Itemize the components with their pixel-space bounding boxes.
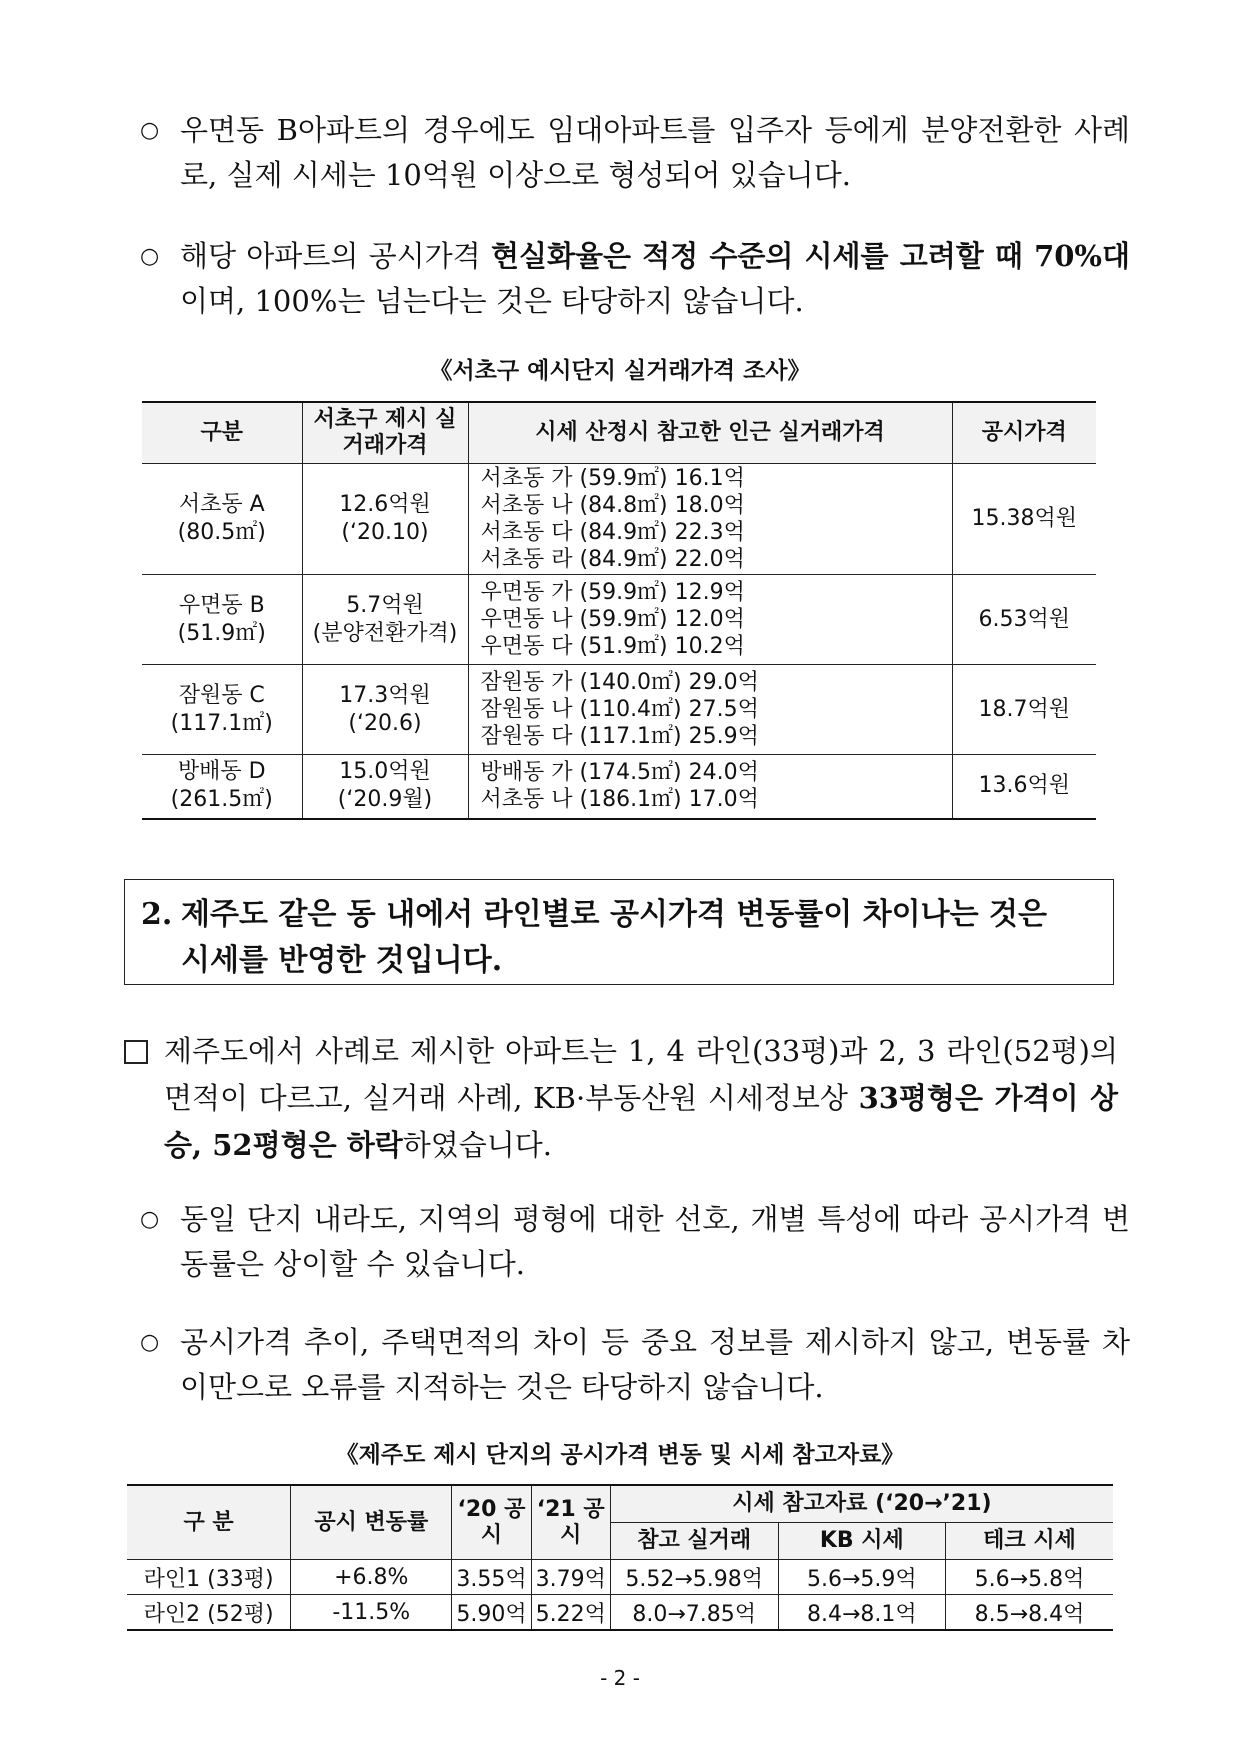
text-run: 동일 단지 내라도, 지역의 평형에 대한 선호, 개별 특성에 따라 공시가격 변동률은 상이할 수 있습니다. — [180, 1202, 1130, 1281]
table2-header-cell: 공시 변동률 — [291, 1485, 452, 1560]
price-note: (‘20.6) — [348, 710, 422, 736]
table-row — [127, 1560, 1113, 1595]
official-price-cell: 6.53억원 — [952, 575, 1096, 665]
reference-line: 잠원동 나 (110.4㎡) 27.5억 — [480, 697, 759, 722]
price-value: 5.7억원 — [346, 592, 424, 618]
complex-name: 우면동 B — [178, 592, 265, 618]
line-label-cell: 라인2 (52평) — [127, 1595, 291, 1631]
official-price-cell: 18.7억원 — [952, 665, 1096, 755]
price-value: 12.6억원 — [339, 492, 431, 517]
table1-header-cell: 구분 — [142, 402, 302, 464]
bullet-bottom-2 — [140, 1320, 1130, 1410]
table1-header-row — [142, 402, 1096, 464]
official-price-cell: 13.6억원 — [952, 755, 1096, 819]
bold-text-run: 33평형은 가격이 상승, 52평형은 하락 — [164, 1081, 1118, 1162]
actual-trade-cell: 5.52→5.98억 — [610, 1560, 778, 1595]
actual-trade-cell: 8.0→7.85억 — [610, 1595, 778, 1631]
price-cell — [302, 464, 468, 575]
circle-bullet-icon: ○ — [140, 118, 160, 143]
table1-header-cell: 서초구 제시 실거래가격 — [302, 402, 468, 464]
reference-line: 우면동 나 (59.9㎡) 12.0억 — [480, 607, 745, 632]
table2-subheader-cell: 테크 시세 — [946, 1523, 1113, 1560]
reference-cell — [468, 575, 952, 665]
table2-subheader-cell: 참고 실거래 — [610, 1523, 778, 1560]
table2-subheader-cell: KB 시세 — [778, 1523, 945, 1560]
complex-cell — [142, 665, 302, 755]
bullet-text — [180, 1197, 1130, 1287]
table1-caption: 《서초구 예시단지 실거래가격 조사》 — [429, 358, 811, 384]
official-price-cell: 15.38억원 — [952, 464, 1096, 575]
circle-bullet-icon: ○ — [140, 1330, 160, 1355]
complex-cell — [142, 575, 302, 665]
price-note: (‘20.10) — [341, 520, 429, 545]
table-row — [142, 575, 1096, 665]
table2-header-cell: 시세 참고자료 (‘20→’21) — [610, 1485, 1113, 1523]
complex-name: 방배동 D — [177, 759, 266, 785]
reference-line: 서초동 다 (84.9㎡) 22.3억 — [480, 520, 745, 545]
bullet-text — [180, 234, 1130, 324]
table-row — [142, 665, 1096, 755]
text-run: 해당 아파트의 공시가격 — [180, 239, 491, 273]
bullet-bottom-1 — [140, 1197, 1130, 1287]
circle-bullet-icon: ○ — [140, 244, 160, 269]
reference-line: 우면동 가 (59.9㎡) 12.9억 — [480, 580, 745, 605]
price-cell — [302, 665, 468, 755]
section2-heading-box — [124, 879, 1114, 985]
table-row — [142, 464, 1096, 575]
table2 — [127, 1484, 1113, 1631]
table2-header-cell: ‘21 공시 — [531, 1485, 610, 1560]
reference-line: 서초동 나 (84.8㎡) 18.0억 — [480, 493, 745, 518]
table-row — [127, 1595, 1113, 1631]
kb-price-cell: 5.6→5.9억 — [778, 1560, 945, 1595]
complex-cell — [142, 464, 302, 575]
price-2020-cell: 5.90억 — [452, 1595, 531, 1631]
price-note: (분양전환가격) — [312, 620, 458, 646]
tech-price-cell: 8.5→8.4억 — [946, 1595, 1113, 1631]
price-2021-cell: 3.79억 — [531, 1560, 610, 1595]
circle-bullet-icon: ○ — [140, 1207, 160, 1232]
table2-header-row — [127, 1485, 1113, 1523]
text-run: 하였습니다. — [402, 1128, 553, 1162]
page-number: - 2 - — [600, 1666, 640, 1690]
table1-header-cell: 공시가격 — [952, 402, 1096, 464]
text-run: 우면동 B아파트의 경우에도 임대아파트를 입주자 등에게 분양전환한 사례로, 실제 시세는 10억원 이상으로 형성되어 있습니다. — [180, 113, 1130, 192]
reference-line: 우면동 다 (51.9㎡) 10.2억 — [480, 634, 745, 659]
price-value: 17.3억원 — [339, 682, 431, 708]
tech-price-cell: 5.6→5.8억 — [946, 1560, 1113, 1595]
section-number: 2. — [141, 897, 173, 932]
table2-header-cell: 구 분 — [127, 1485, 291, 1560]
table-row — [142, 755, 1096, 819]
reference-cell — [468, 464, 952, 575]
bullet-top-1 — [140, 108, 1130, 198]
bullet-text — [180, 108, 1130, 198]
main-paragraph — [164, 1028, 1118, 1169]
price-2020-cell: 3.55억 — [452, 1560, 531, 1595]
table1 — [142, 401, 1096, 820]
reference-line: 서초동 라 (84.9㎡) 22.0억 — [480, 547, 745, 572]
price-cell — [302, 575, 468, 665]
section-title: 제주도 같은 동 내에서 라인별로 공시가격 변동률이 차이나는 것은 시세를 반영한 것입니다. — [181, 897, 1048, 978]
reference-cell — [468, 665, 952, 755]
complex-area: (51.9㎡) — [177, 620, 266, 646]
complex-name: 잠원동 C — [178, 682, 265, 708]
complex-area: (117.1㎡) — [170, 710, 273, 736]
reference-line: 서초동 나 (186.1㎡) 17.0억 — [480, 787, 759, 813]
reference-line: 방배동 가 (174.5㎡) 24.0억 — [480, 760, 759, 786]
reference-line: 서초동 가 (59.9㎡) 16.1억 — [480, 466, 745, 491]
complex-area: (261.5㎡) — [170, 787, 273, 813]
change-rate-cell: +6.8% — [291, 1560, 452, 1595]
bullet-text — [180, 1320, 1130, 1410]
complex-name: 서초동 A — [178, 492, 265, 517]
reference-line: 잠원동 다 (117.1㎡) 25.9억 — [480, 724, 759, 749]
complex-area: (80.5㎡) — [177, 520, 266, 545]
table2-caption: 《제주도 제시 단지의 공시가격 변동 및 시세 참고자료》 — [335, 1442, 905, 1468]
table2-header-cell: ‘20 공시 — [452, 1485, 531, 1560]
price-value: 15.0억원 — [339, 759, 431, 785]
complex-cell — [142, 755, 302, 819]
square-bullet-icon — [124, 1040, 148, 1064]
change-rate-cell: -11.5% — [291, 1595, 452, 1631]
line-label-cell: 라인1 (33평) — [127, 1560, 291, 1595]
reference-line: 잠원동 가 (140.0㎡) 29.0억 — [480, 670, 759, 695]
price-cell — [302, 755, 468, 819]
text-run: 이며, 100%는 넘는다는 것은 타당하지 않습니다. — [180, 284, 804, 318]
table1-header-cell: 시세 산정시 참고한 인근 실거래가격 — [468, 402, 952, 464]
price-note: (‘20.9월) — [337, 787, 433, 813]
text-run: 제주도에서 사례로 제시한 아파트는 1, 4 라인(33평)과 2, 3 라인(52평)의 면적이 다르고, 실거래 사례, KB·부동산원 시세정보상 — [164, 1034, 1118, 1115]
reference-cell — [468, 755, 952, 819]
bold-text-run: 현실화율은 적정 수준의 시세를 고려할 때 70%대 — [490, 239, 1130, 273]
text-run: 공시가격 추이, 주택면적의 차이 등 중요 정보를 제시하지 않고, 변동률 차이만으로 오류를 지적하는 것은 타당하지 않습니다. — [180, 1325, 1130, 1404]
kb-price-cell: 8.4→8.1억 — [778, 1595, 945, 1631]
price-2021-cell: 5.22억 — [531, 1595, 610, 1631]
bullet-top-2 — [140, 234, 1130, 324]
